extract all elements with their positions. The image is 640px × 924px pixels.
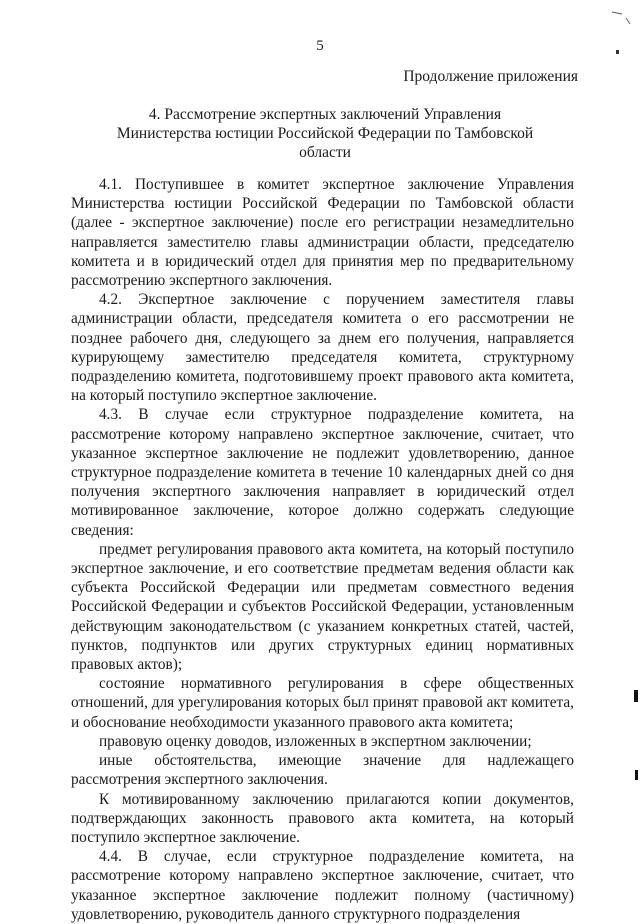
section-title-line: 4. Рассмотрение экспертных заключений Управления: [148, 106, 502, 123]
paragraph-4-2: 4.2. Экспертное заключение с поручением заместителя главы администрации области, председателя комитета о его рассмотрении не позднее рабочего дня, следующего за днем его получения, направляется курирующему заместителю председателя комитета, структурному подразделению комитета, подготовившему проект правового акта комитета, на который поступило экспертное заключение.: [71, 291, 574, 405]
section-title-line: области: [299, 144, 351, 161]
section-title-line: Министерства юстиции Российской Федерации по Тамбовской: [116, 125, 534, 142]
list-item-regulation-state: состояние нормативного регулирования в сфере общественных отношений, для урегулирования которых был принят правовой акт комитета, и обоснование необходимости указанного правового акта комитета;: [71, 675, 574, 731]
appendix-continuation-note: Продолжение приложения: [403, 68, 578, 85]
scan-mark: [612, 12, 622, 14]
scan-mark: [635, 770, 638, 780]
paragraph-attachments: К мотивированному заключению прилагаются копии документов, подтверждающих законность правового акта комитета, на который поступило экспертное заключение.: [71, 790, 574, 846]
list-item-subject: предмет регулирования правового акта комитета, на который поступило экспертное заключение, и его соответствие предметам ведения области как субъекта Российской Федерации или предметам совместного ведения Российской Федерации и субъектов Российской Федерации, установленным действующим законодательством (с указанием конкретных статей, частей, пунктов, подпунктов или других структурных единиц нормативных правовых актов);: [71, 540, 574, 674]
list-item-other-circumstances: иные обстоятельства, имеющие значение для надлежащего рассмотрения экспертного заключения.: [71, 752, 574, 789]
paragraph-4-4: 4.4. В случае, если структурное подразделение комитета, на рассмотрение которому направлено экспертное заключение, считает, что указанное экспертное заключение подлежит полному (частичному) удовлетворению, руководитель данного структурного подразделения: [71, 848, 574, 923]
list-item-legal-assessment: правовую оценку доводов, изложенных в экспертном заключении;: [99, 732, 532, 750]
scan-mark: [626, 18, 630, 24]
paragraph-4-3: 4.3. В случае если структурное подразделение комитета, на рассмотрение которому направлено экспертное заключение, считает, что указанное экспертное заключение не подлежит удовлетворению, данное структурное подразделение комитета в течение 10 календарных дней со дня получения экспертного заключения направляет в юридический отдел мотивированное заключение, которое должно содержать следующие сведения:: [71, 406, 574, 539]
scan-mark: [616, 50, 619, 54]
scan-mark: [634, 690, 638, 702]
paragraph-4-1: 4.1. Поступившее в комитет экспертное заключение Управления Министерства юстиции Российской Федерации по Тамбовской области (далее - экспертное заключение) после его регистрации незамедлительно направляется заместителю главы администрации области, председателю комитета и в юридический отдел для принятия мер по предварительному рассмотрению экспертного заключения.: [71, 176, 574, 290]
page-number: 5: [316, 38, 324, 54]
